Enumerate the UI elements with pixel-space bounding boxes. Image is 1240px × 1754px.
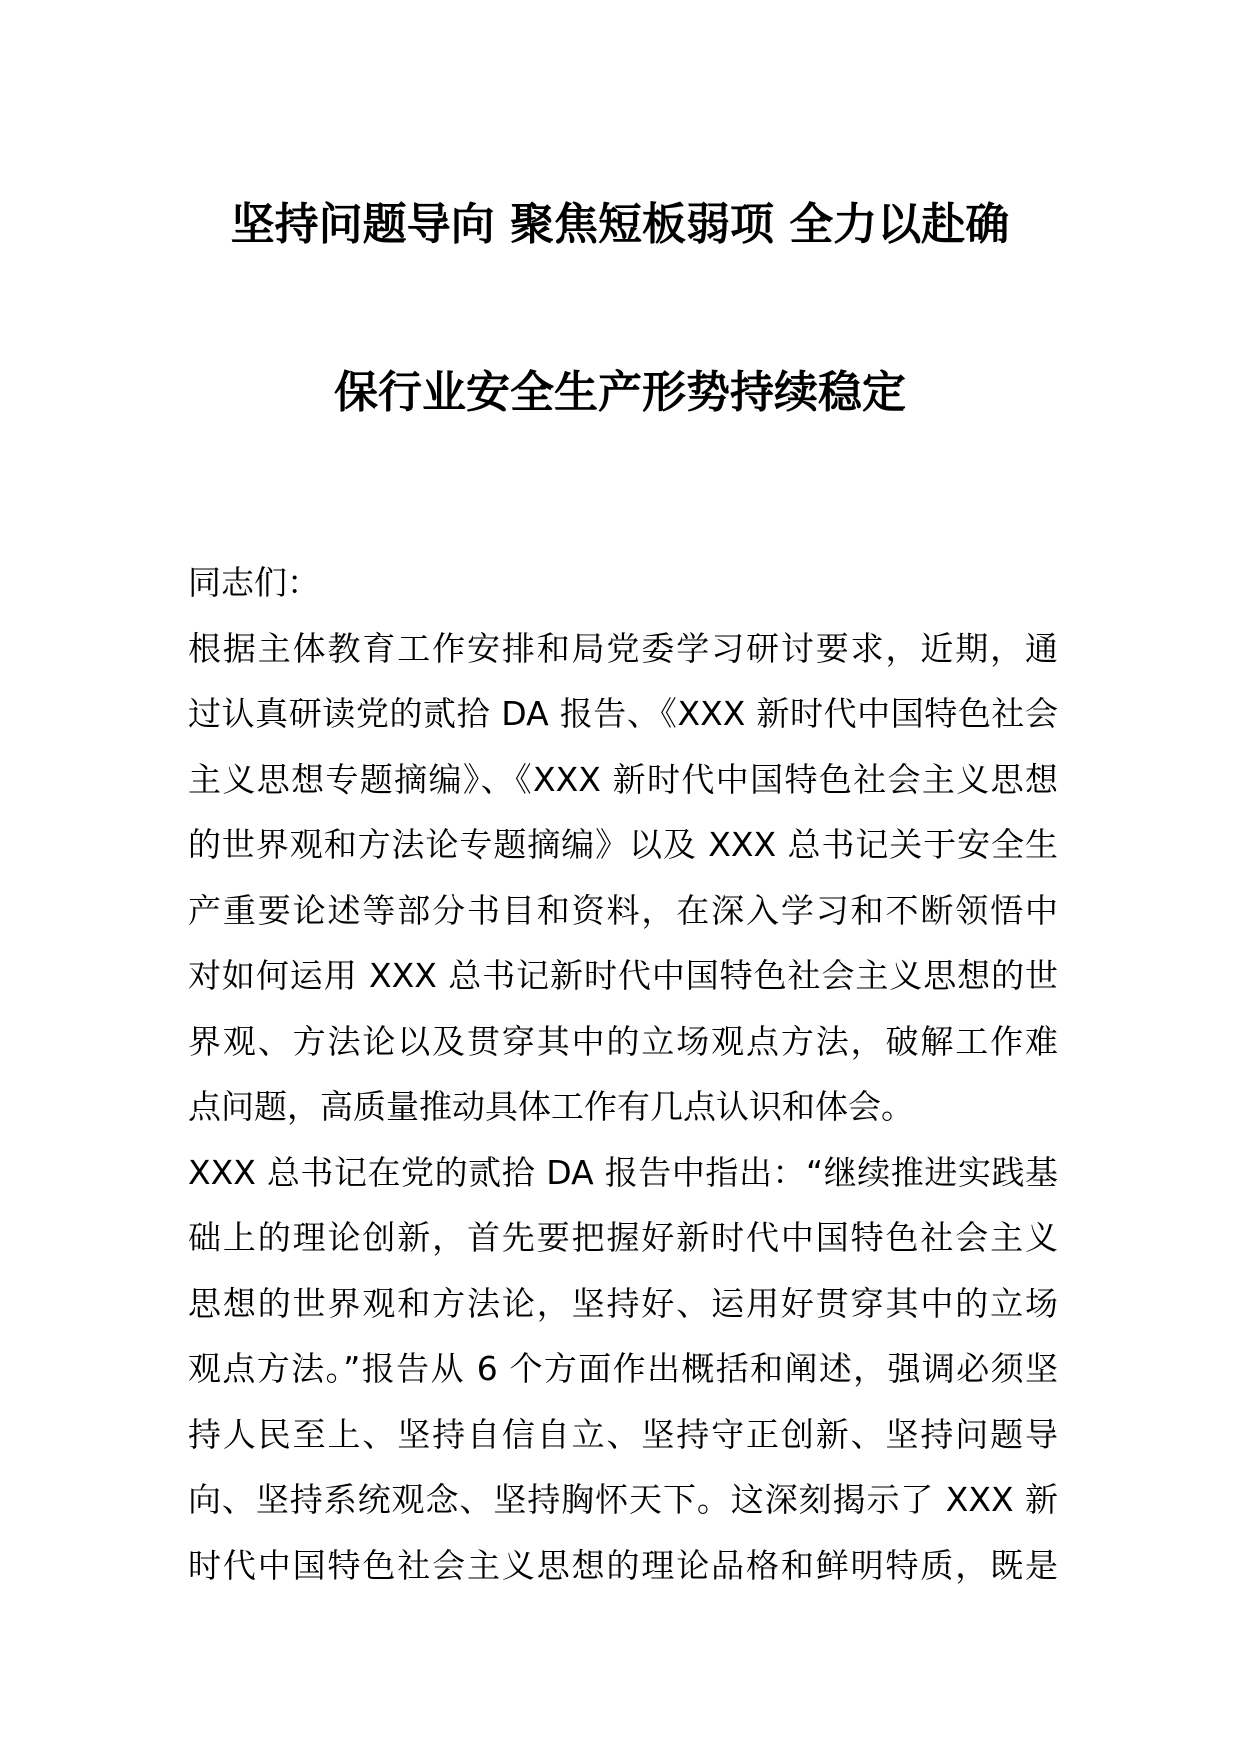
text-line: 础上的理论创新，首先要把握好新时代中国特色社会主义 xyxy=(188,1218,1058,1257)
text-line: 对如何运用 XXX 总书记新时代中国特色社会主义思想的世 xyxy=(188,956,1058,995)
salutation: 同志们： xyxy=(188,563,320,602)
text-line: 主义思想专题摘编》、《XXX 新时代中国特色社会主义思想 xyxy=(188,759,1058,799)
document-body xyxy=(188,550,1058,1598)
text-line: 向、坚持系统观念、坚持胸怀天下。这深刻揭示了 XXX 新 xyxy=(188,1480,1058,1519)
document-title xyxy=(150,200,1090,418)
text-line: 思想的世界观和方法论，坚持好、运用好贯穿其中的立场 xyxy=(188,1283,1058,1323)
title-line-2: 保行业安全生产形势持续稳定 xyxy=(334,367,906,418)
text-line: 的世界观和方法论专题摘编》以及 XXX 总书记关于安全生 xyxy=(188,825,1058,864)
text-line: 过认真研读党的贰拾 DA 报告、《XXX 新时代中国特色社会 xyxy=(188,694,1058,733)
text-line: 点问题，高质量推动具体工作有几点认识和体会。 xyxy=(188,1087,914,1126)
paragraph-2 xyxy=(188,1140,1058,1599)
text-line: 持人民至上、坚持自信自立、坚持守正创新、坚持问题导 xyxy=(188,1414,1058,1454)
text-line: XXX 总书记在党的贰拾 DA 报告中指出：“继续推进实践基 xyxy=(188,1152,1058,1192)
paragraph-1 xyxy=(188,616,1058,1140)
text-line: 产重要论述等部分书目和资料，在深入学习和不断领悟中 xyxy=(188,890,1058,930)
text-line: 界观、方法论以及贯穿其中的立场观点方法，破解工作难 xyxy=(188,1021,1058,1061)
text-line: 时代中国特色社会主义思想的理论品格和鲜明特质，既是 xyxy=(188,1545,1058,1585)
text-line: 观点方法。”报告从 6 个方面作出概括和阐述，强调必须坚 xyxy=(188,1349,1058,1388)
text-line: 根据主体教育工作安排和局党委学习研讨要求，近期，通 xyxy=(188,628,1058,668)
title-line-1: 坚持问题导向 聚焦短板弱项 全力以赴确 xyxy=(230,199,1010,250)
